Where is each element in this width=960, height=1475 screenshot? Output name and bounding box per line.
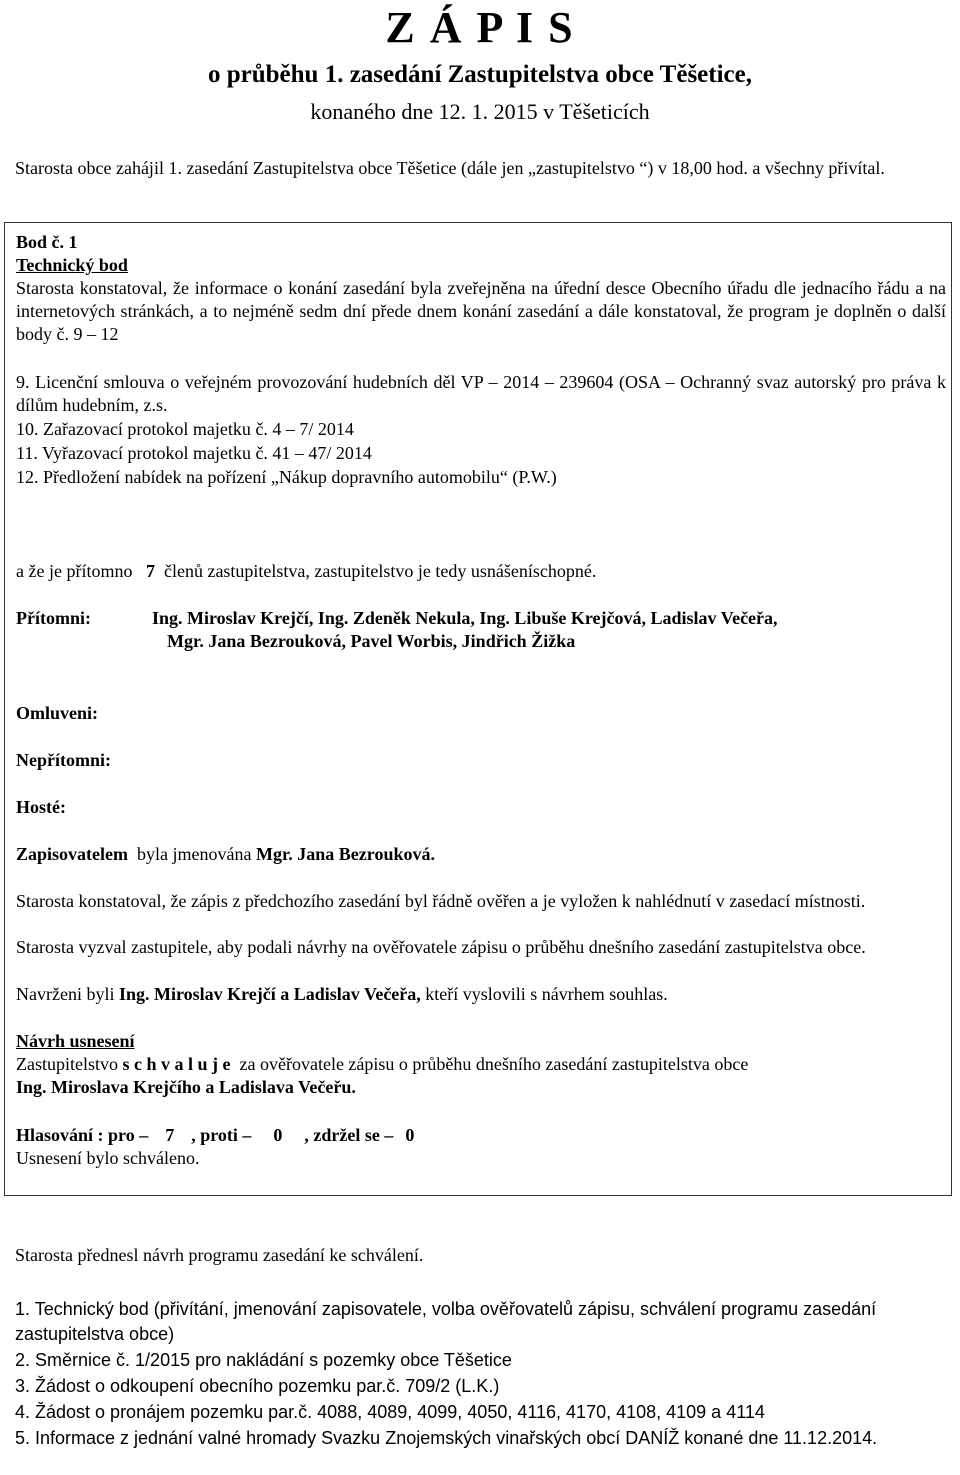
added-point-10: 10. Zařazovací protokol majetku č. 4 – 7/ 2014: [16, 419, 354, 439]
resolution-result: Usnesení bylo schváleno.: [16, 1148, 200, 1168]
item-1-box: [4, 222, 952, 1196]
absent-label: Nepřítomni:: [16, 750, 111, 770]
resolution-text: za ověřovatele zápisu o průběhu dnešního zasedání zastupitelstva obce: [239, 1054, 749, 1074]
resolution-subject: Zastupitelstvo: [16, 1054, 118, 1074]
vote-for-count: 7: [165, 1125, 175, 1145]
vote-abstain-count: 0: [405, 1125, 415, 1145]
nominated-after: kteří vyslovili s návrhem souhlas.: [425, 984, 668, 1004]
meeting-date-line: konaného dne 12. 1. 2015 v Těšeticích: [310, 99, 650, 124]
vote-against-count: 0: [273, 1125, 283, 1145]
present-label: Přítomni:: [16, 608, 91, 628]
vote-label: Hlasování : pro –: [16, 1125, 149, 1145]
quorum-after: členů zastupitelstva, zastupitelstvo je tedy usnášeníschopné.: [163, 561, 597, 581]
quorum-count: 7: [145, 561, 155, 581]
recorder-text: byla jmenována: [137, 844, 252, 864]
program-item-3: 3. Žádost o odkoupení obecního pozemku par.č. 709/2 (L.K.): [15, 1376, 500, 1396]
added-point-9: 9. Licenční smlouva o veřejném provozování hudebních děl VP – 2014 – 239604 (OSA – Ochranný svaz autorský pro práva k dílům hudebním, z.s.: [16, 372, 946, 415]
vote-abstain-label: , zdržel se –: [304, 1125, 394, 1145]
excused-label: Omluveni:: [16, 703, 99, 723]
nominated-names: Ing. Miroslav Krejčí a Ladislav Večeřa,: [118, 984, 421, 1004]
quorum-statement: [16, 560, 946, 583]
program-item-1: 1. Technický bod (přivítání, jmenování zapisovatele, volba ověřovatelů zápisu, schválení programu zasedání zastupitelstva obce): [15, 1299, 877, 1344]
added-point-12: 12. Předložení nabídek na pořízení „Nákup dopravního automobilu“ (P.W.): [16, 467, 557, 487]
present-names-line-2: Mgr. Jana Bezrouková, Pavel Worbis, Jindřich Žižka: [167, 631, 576, 651]
resolution-keyword: s c h v a l u j e: [122, 1054, 231, 1074]
program-item-4: 4. Žádost o pronájem pozemku par.č. 4088, 4089, 4099, 4050, 4116, 4170, 4108, 4109 a 4114: [15, 1402, 765, 1422]
vote-row: [16, 1124, 946, 1147]
program-item-2: 2. Směrnice č. 1/2015 pro nakládání s pozemky obce Těšetice: [15, 1350, 512, 1370]
present-names-line-1: Ing. Miroslav Krejčí, Ing. Zdeněk Nekula, Ing. Libuše Krejčová, Ladislav Večeřa,: [152, 608, 778, 628]
document-subtitle: o průběhu 1. zasedání Zastupitelstva obce Těšetice,: [208, 61, 752, 88]
added-point-11: 11. Vyřazovací protokol majetku č. 41 – 47/ 2014: [16, 443, 372, 463]
previous-minutes-statement: Starosta konstatoval, že zápis z předchozího zasedání byl řádně ověřen a je vyložen k nahlédnutí v zasedací místnosti.: [16, 891, 866, 911]
document-title: Z Á P I S: [385, 3, 575, 52]
guests-label: Hosté:: [16, 797, 66, 817]
verifiers-call: Starosta vyzval zastupitele, aby podali návrhy na ověřovatele zápisu o průběhu dnešního zasedání zastupitelstva obce.: [16, 937, 866, 957]
quorum-before: a že je přítomno: [16, 561, 133, 581]
vote-against-label: , proti –: [191, 1125, 252, 1145]
program-item-5: 5. Informace z jednání valné hromady Svazku Znojemských vinařských obcí DANÍŽ konané dne 11.12.2014.: [15, 1428, 878, 1448]
nominated-verifiers: [16, 983, 946, 1006]
resolution-heading-text: Návrh usnesení: [16, 1031, 135, 1051]
nominated-before: Navrženi byli: [16, 984, 115, 1004]
recorder-statement: [16, 843, 946, 866]
item-heading: Bod č. 1: [16, 232, 78, 252]
recorder-label: Zapisovatelem: [16, 844, 128, 864]
technical-item-title: Technický bod: [16, 255, 128, 275]
item-1-heading: [16, 231, 946, 254]
publication-statement: Starosta konstatoval, že informace o konání zasedání byla zveřejněna na úřední desce Obecního úřadu dle jednacího řádu a na internetových stránkách, a to nejméně sedm dní přede dnem konání zasedání a dále konstatoval, že program je doplněn o další body č. 9 – 12: [16, 278, 946, 344]
resolution-heading: [16, 1030, 946, 1053]
item-1-subheading: [16, 254, 946, 277]
program-intro: Starosta přednesl návrh programu zasedání ke schválení.: [15, 1245, 424, 1265]
recorder-name: Mgr. Jana Bezrouková.: [255, 844, 435, 864]
intro-paragraph: Starosta obce zahájil 1. zasedání Zastupitelstva obce Těšetice (dále jen „zastupitelstvo “) v 18,00 hod. a všechny přivítal.: [15, 158, 885, 178]
resolution-line-1: [16, 1053, 946, 1076]
resolution-verifier-names: Ing. Miroslava Krejčího a Ladislava Večeřu.: [16, 1077, 356, 1097]
present-row: [16, 607, 946, 630]
